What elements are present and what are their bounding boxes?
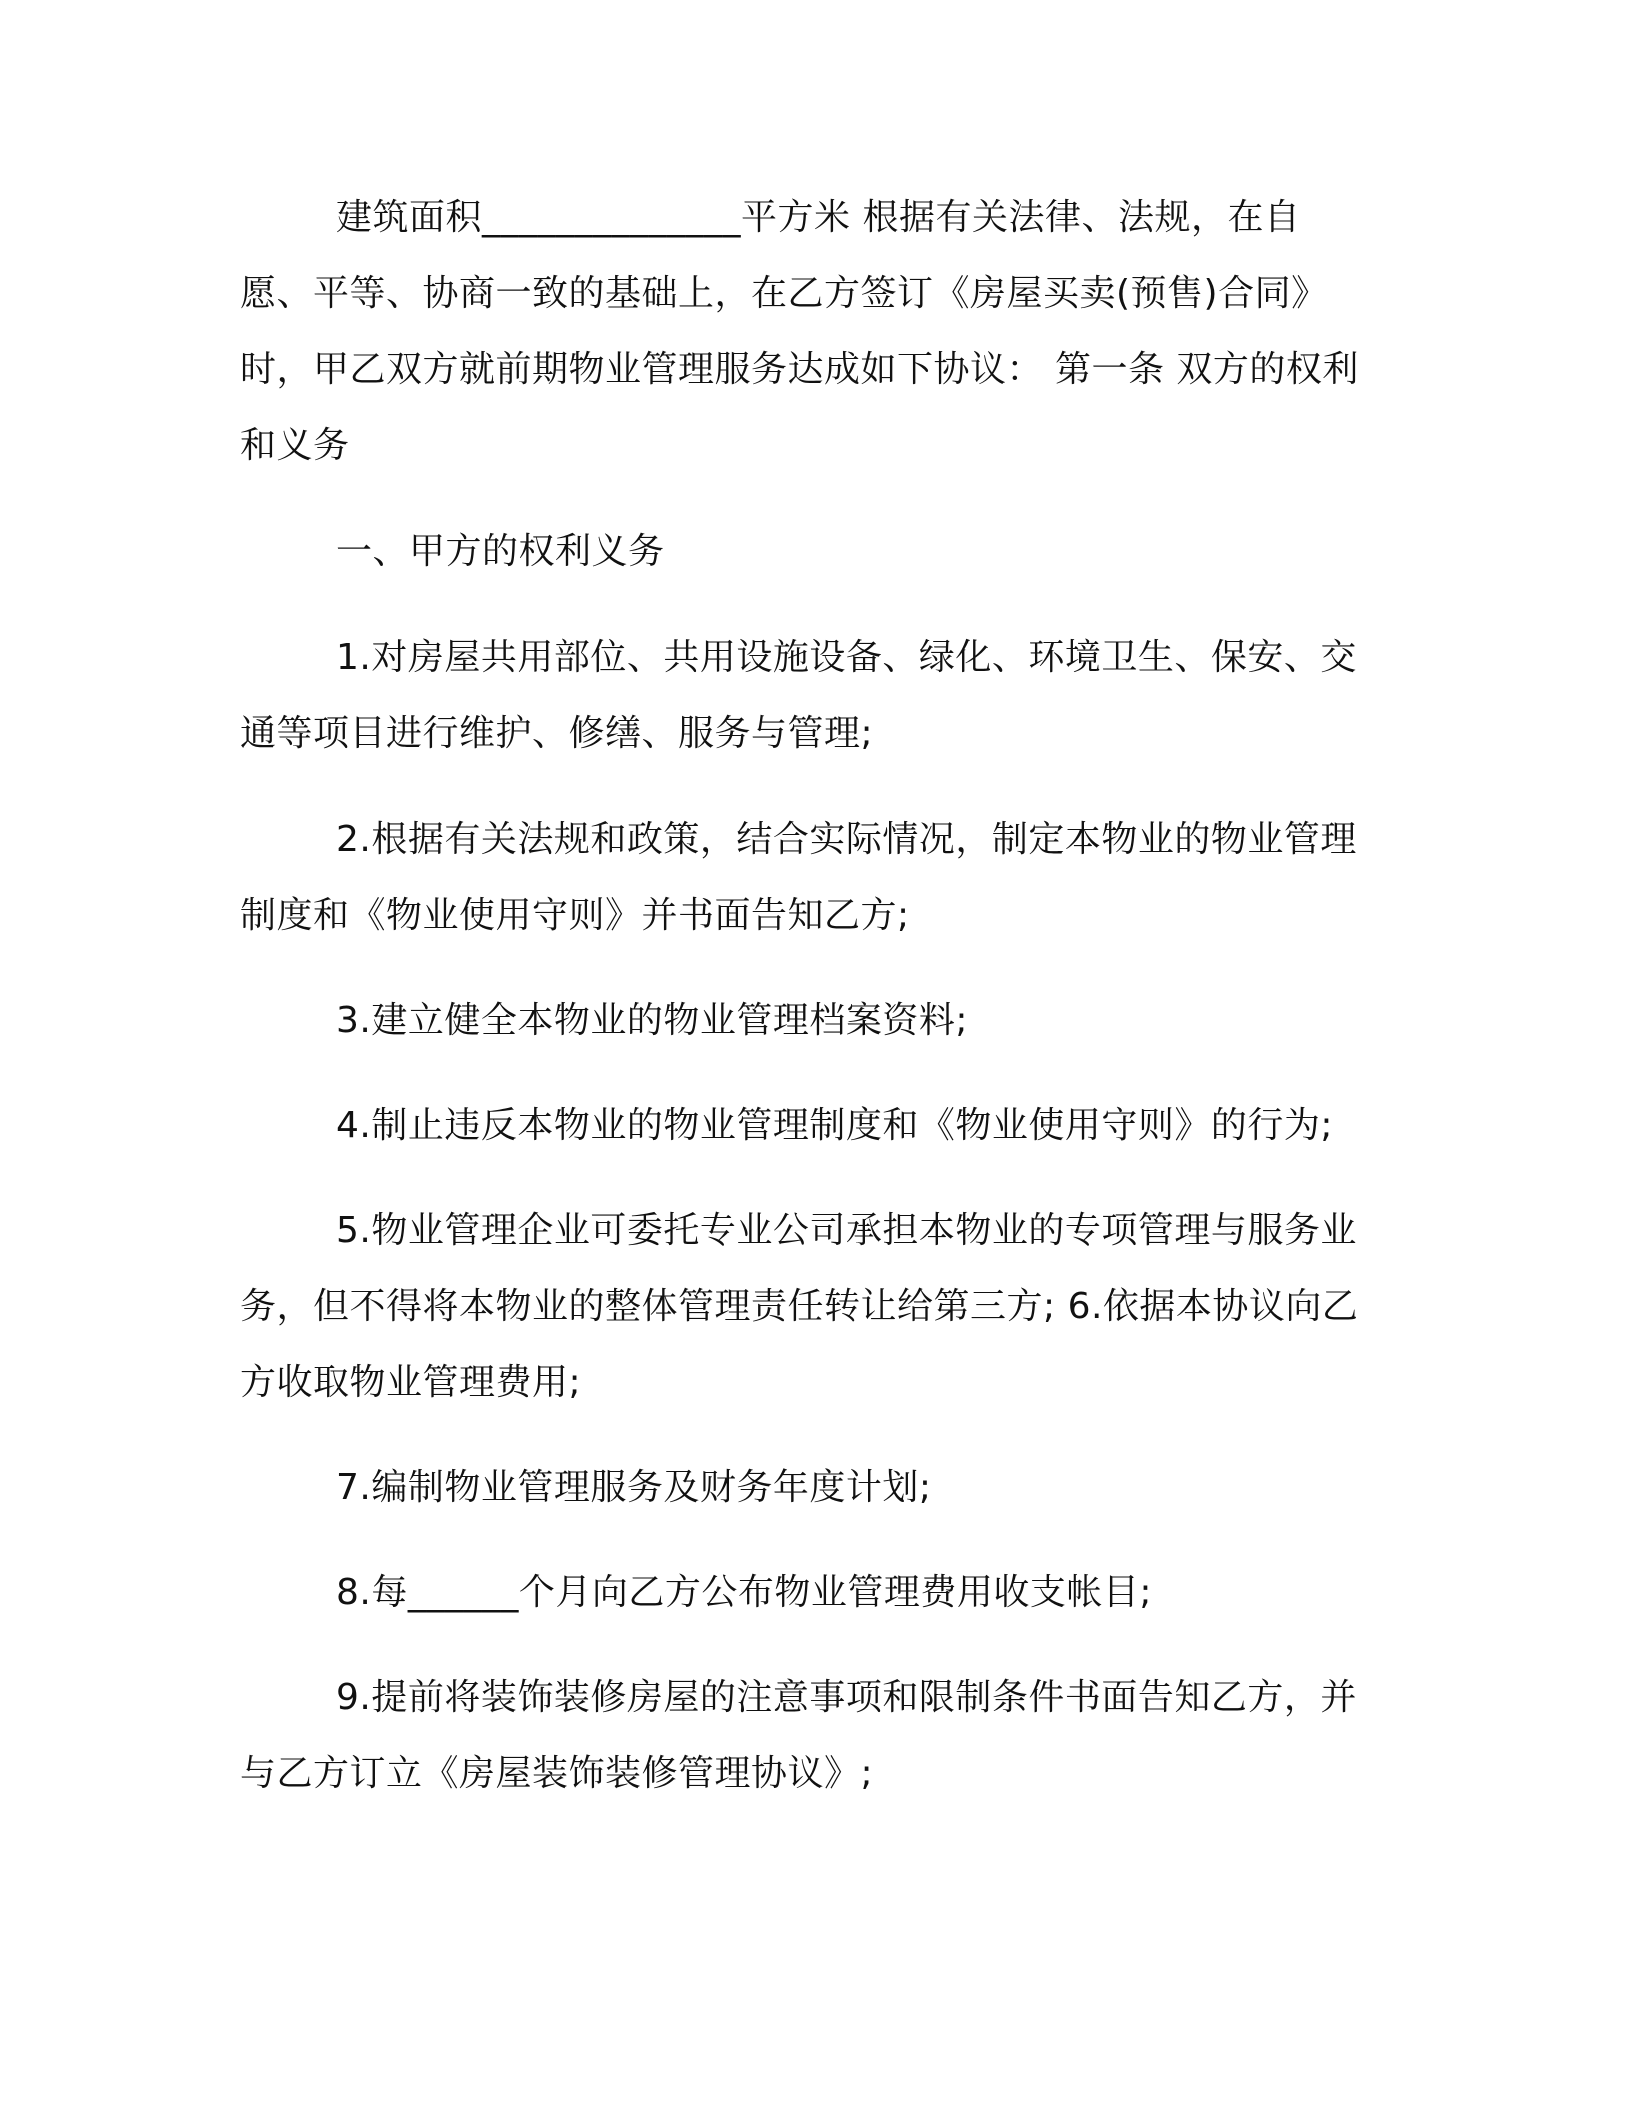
- clause-4: 4.制止违反本物业的物业管理制度和《物业使用守则》的行为;: [336, 1105, 1333, 1146]
- clause-9: 9.提前将装饰装修房屋的注意事项和限制条件书面告知乙方，并与乙方订立《房屋装饰装修管理协议》;: [240, 1677, 1357, 1794]
- clause-1: 1.对房屋共用部位、共用设施设备、绿化、环境卫生、保安、交通等项目进行维护、修缮、服务与管理;: [240, 637, 1357, 754]
- clause-7: 7.编制物业管理服务及财务年度计划;: [336, 1467, 932, 1508]
- document-body: [240, 180, 1370, 1812]
- clause-5-6: 5.物业管理企业可委托专业公司承担本物业的专项管理与服务业务，但不得将本物业的整体管理责任转让给第三方; 6.依据本协议向乙方收取物业管理费用;: [240, 1210, 1359, 1403]
- clause-2: 2.根据有关法规和政策，结合实际情况，制定本物业的物业管理制度和《物业使用守则》并书面告知乙方;: [240, 819, 1357, 936]
- section-heading: 一、甲方的权利义务: [336, 531, 665, 572]
- paragraph-intro: 建筑面积______________平方米 根据有关法律、法规，在自愿、平等、协商一致的基础上，在乙方签订《房屋买卖(预售)合同》时，甲乙双方就前期物业管理服务达成如下协议： 第一条 双方的权利和义务: [240, 197, 1359, 466]
- clause-3: 3.建立健全本物业的物业管理档案资料;: [336, 1000, 968, 1041]
- clause-8: 8.每______个月向乙方公布物业管理费用收支帐目;: [336, 1572, 1152, 1613]
